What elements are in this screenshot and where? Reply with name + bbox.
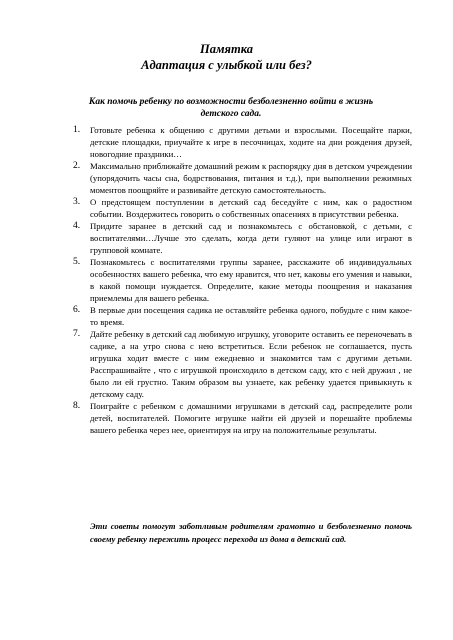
document-title: Памятка <box>200 42 253 56</box>
list-item <box>73 400 412 436</box>
list-item-number: 8. <box>73 401 81 411</box>
list-item-number: 4. <box>73 221 81 231</box>
list-item-number: 1. <box>73 125 81 135</box>
advice-list <box>73 124 412 436</box>
list-item <box>73 256 412 304</box>
list-item-text: Поиграйте с ребенком с домашними игрушками в детский сад, распределите роли детей, воспитателей. Помогите игрушке найти ей друзей и порешайте проблемы вашего ребенка через нее, ориентируя на игру на положительные результаты. <box>90 401 412 435</box>
list-item <box>73 196 412 220</box>
list-item <box>73 160 412 196</box>
list-item-number: 6. <box>73 305 81 315</box>
list-item-text: В первые дни посещения садика не оставляйте ребенка одного, побудьте с ним какое-то время. <box>90 305 412 327</box>
list-item-text: Придите заранее в детский сад и познакомьтесь с обстановкой, с детьми, с воспитателями…Лучше это сделать, когда дети гуляют на улице или играют в групповой комнате. <box>90 221 412 255</box>
closing-paragraph: Эти советы помогут заботливым родителям грамотно и безболезненно помочь своему ребенку пережить процесс перехода из дома в детский сад. <box>90 521 412 544</box>
list-item <box>73 304 412 328</box>
list-item-text: Максимально приближайте домашний режим к распорядку дня в детском учреждении (упорядочить часы сна, бодрствования, питания и т.д.), при выполнении режимных моментов поощряйте и развивайте детскую самостоятельность. <box>90 161 412 195</box>
list-item <box>73 124 412 160</box>
list-item-text: Познакомьтесь с воспитателями группы заранее, расскажите об индивидуальных особенностях вашего ребенка, что ему нравится, что нет, каковы его умения и навыки, в какой помощи нуждается. Определите, какие методы поощрения и наказания приемлемы для вашего ребенка. <box>90 257 412 303</box>
list-item-text: Дайте ребенку в детский сад любимую игрушку, уговорите оставить ее переночевать в садике, а на утро снова с нею встретиться. Если ребенок не соглашается, пусть игрушка ходит вместе с ним ежедневно и знакомится там с другими детьми. Расспрашивайте , что с игрушкой происходило в детском саду, кто с ней дружил , не было ли ей грустно. Таким образом вы узнаете, как ребенку удается привыкнуть к детскому саду. <box>90 329 412 399</box>
document-subtitle: Как помочь ребенку по возможности безболезненно войти в жизнь детского сада. <box>88 97 374 119</box>
list-item <box>73 328 412 400</box>
list-item <box>73 220 412 256</box>
list-item-number: 5. <box>73 257 81 267</box>
list-item-text: О предстоящем поступлении в детский сад беседуйте с ним, как о радостном событии. Воздержитесь говорить о собственных опасениях в присутствии ребенка. <box>90 197 412 219</box>
document-heading: Адаптация с улыбкой или без? <box>141 58 312 72</box>
list-item-number: 2. <box>73 161 81 171</box>
list-item-text: Готовьте ребенка к общению с другими детьми и взрослыми. Посещайте парки, детские площадки, приучайте к игре в песочницах, ходите на дни рождения друзей, новогодние праздники… <box>90 125 412 159</box>
list-item-number: 7. <box>73 329 81 339</box>
list-item-number: 3. <box>73 197 81 207</box>
